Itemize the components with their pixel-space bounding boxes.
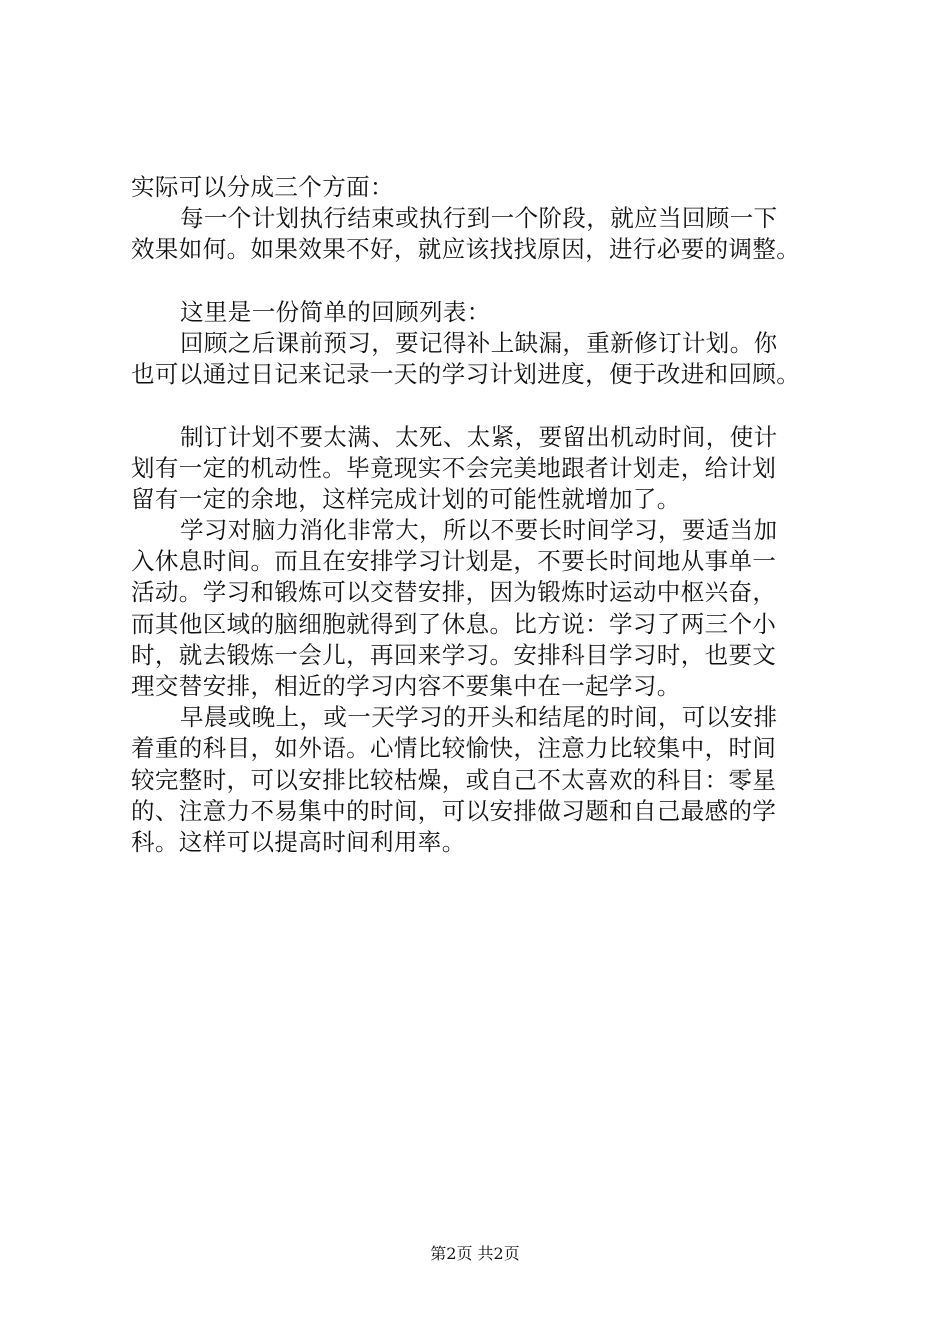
paragraph-gap xyxy=(131,390,831,421)
text-line: 制订计划不要太满、太死、太紧，要留出机动时间，使计 xyxy=(180,422,778,451)
text-line: 较完整时，可以安排比较枯燥，或自己不太喜欢的科目：零星 xyxy=(131,765,777,794)
page-footer: 第2页 共2页 xyxy=(430,1244,520,1263)
text-line: 回顾之后课前预习，要记得补上缺漏，重新修订计划。你 xyxy=(180,328,778,357)
document-body xyxy=(131,172,831,858)
text-line: 早晨或晚上，或一天学习的开头和结尾的时间，可以安排 xyxy=(180,703,778,732)
text-line: 的、注意力不易集中的时间，可以安排做习题和自己最感的学 xyxy=(131,796,777,825)
text-line: 入休息时间。而且在安排学习计划是，不要长时间地从事单一 xyxy=(131,547,777,576)
paragraph-gap xyxy=(131,266,831,297)
text-line: 效果如何。如果效果不好，就应该找找原因，进行必要的调整。 xyxy=(131,235,801,264)
paragraph xyxy=(131,515,831,702)
paragraph xyxy=(131,328,831,390)
text-line: 着重的科目，如外语。心情比较愉快，注意力比较集中，时间 xyxy=(131,734,777,763)
text-line: 划有一定的机动性。毕竟现实不会完美地跟者计划走，给计划 xyxy=(131,453,777,482)
text-line: 理交替安排，相近的学习内容不要集中在一起学习。 xyxy=(131,672,681,700)
text-line: 实际可以分成三个方面： xyxy=(131,173,394,201)
text-line: 这里是一份简单的回顾列表： xyxy=(180,297,491,326)
text-line: 每一个计划执行结束或执行到一个阶段，就应当回顾一下 xyxy=(180,204,778,233)
paragraph xyxy=(131,422,831,516)
text-line: 学习对脑力消化非常大，所以不要长时间学习，要适当加 xyxy=(180,516,778,545)
text-line: 科。这样可以提高时间利用率。 xyxy=(131,827,466,856)
text-line: 也可以通过日记来记录一天的学习计划进度，便于改进和回顾。 xyxy=(131,360,801,389)
paragraph xyxy=(131,702,831,858)
text-line: 留有一定的余地，这样完成计划的可能性就增加了。 xyxy=(131,484,681,513)
text-line: 活动。学习和锻炼可以交替安排，因为锻炼时运动中枢兴奋， xyxy=(131,578,777,607)
paragraph xyxy=(131,297,831,328)
text-line: 而其他区域的脑细胞就得到了休息。比方说：学习了两三个小 xyxy=(131,609,777,638)
paragraph xyxy=(131,203,831,265)
paragraph xyxy=(131,172,831,203)
text-line: 时，就去锻炼一会儿，再回来学习。安排科目学习时，也要文 xyxy=(131,640,777,669)
